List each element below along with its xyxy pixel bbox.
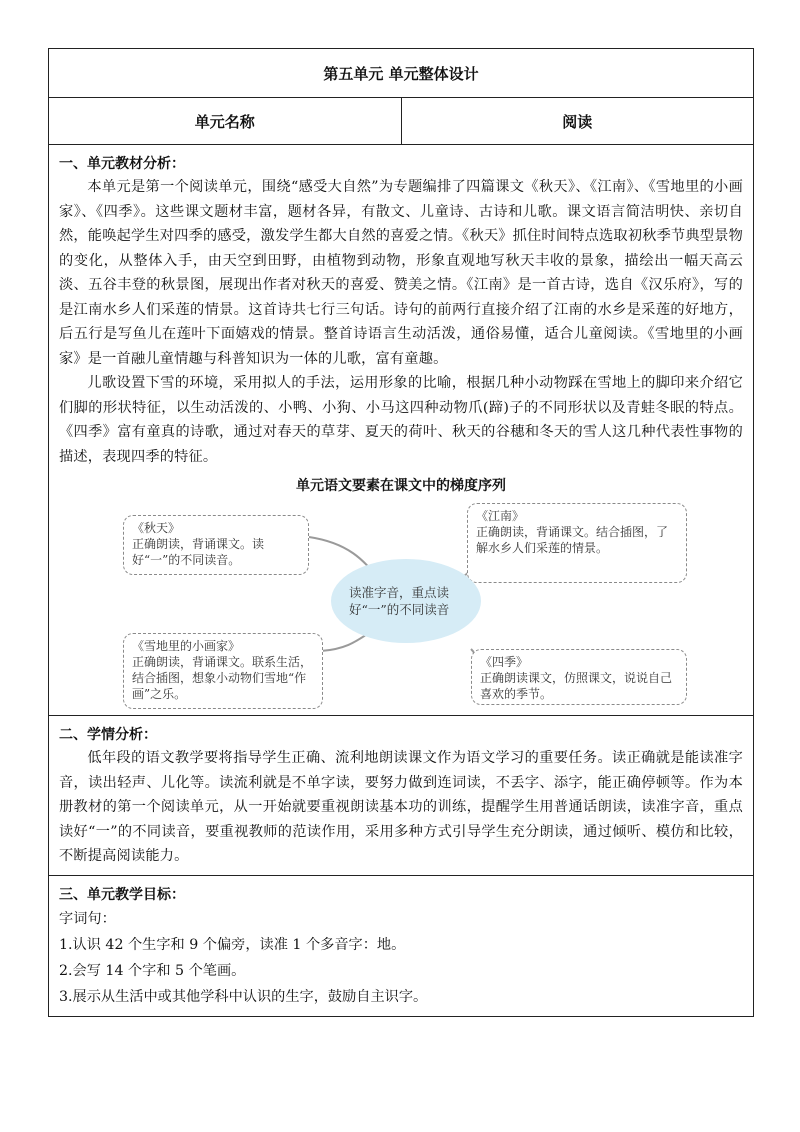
- section-heading: 三、单元教学目标：: [59, 886, 185, 903]
- document-title: 第五单元 单元整体设计: [49, 49, 753, 98]
- lesson-box-jiangnan: [467, 503, 687, 583]
- goal-line: 字词句：: [59, 910, 116, 927]
- unit-name-row: [49, 98, 753, 145]
- paragraph: 儿歌设置下雪的环境，采用拟人的手法，运用形象的比喻，根据几种小动物踩在雪地上的脚印来介绍它们脚的形状特征，以生动活泼的、小鸭、小狗、小马这四种动物爪(蹄)子的不同形状以及青蛙冬眠的特点。《四季》富有童真的诗歌，通过对春天的草芽、夏天的荷叶、秋天的谷穗和冬天的雪人这几种代表性事物的描述，表现四季的特征。: [59, 375, 743, 465]
- diagram-center-node: 读准字音，重点读好“一”的不同读音: [331, 559, 481, 643]
- lesson-title: 《江南》: [476, 509, 525, 523]
- section-heading: 二、学情分析：: [59, 727, 157, 743]
- goal-line: 2.会写 14 个字和 5 个笔画。: [59, 962, 246, 979]
- document-table: [48, 48, 754, 1017]
- lesson-text: 正确朗读，背诵课文。联系生活，结合插图，想象小动物们雪地“作画”之乐。: [132, 655, 313, 701]
- lesson-box-snow-painter: [123, 633, 323, 709]
- section-material-analysis: [49, 145, 753, 716]
- lesson-title: 《雪地里的小画家》: [132, 639, 241, 653]
- lesson-text: 正确朗读，背诵课文。结合插图，了解水乡人们采莲的情景。: [476, 525, 669, 555]
- lesson-text: 正确朗读，背诵课文。读好“一”的不同读音。: [132, 537, 265, 567]
- section-teaching-goals: [49, 876, 753, 1016]
- lesson-text: 正确朗读课文，仿照课文，说说自己喜欢的季节。: [480, 671, 673, 701]
- lesson-title: 《四季》: [480, 655, 529, 669]
- lesson-box-four-seasons: [471, 649, 687, 705]
- goal-line: 3.展示从生活中或其他学科中认识的生字，鼓励自主识字。: [59, 988, 428, 1005]
- unit-name-label: 单元名称: [49, 98, 402, 144]
- paragraph: 本单元是第一个阅读单元，围绕“感受大自然”为专题编排了四篇课文《秋天》、《江南》、《雪地里的小画家》、《四季》。这些课文题材丰富，题材各异，有散文、儿童诗、古诗和儿歌。课文语言简洁明快、亲切自然，能唤起学生对四季的感受，激发学生都大自然的喜爱之情。《秋天》抓住时间特点选取初秋季节典型景物的变化，从整体入手，由天空到田野，由植物到动物，形象直观地写秋天丰收的景象，描绘出一幅天高云淡、五谷丰登的秋景图，展现出作者对秋天的喜爱、赞美之情。《江南》是一首古诗，选自《汉乐府》，写的是江南水乡人们采莲的情景。这首诗共七行三句话。诗句的前两行直接介绍了江南的水乡是采莲的好地方，后五行是写鱼儿在莲叶下面嬉戏的情景。整首诗语言生动活泼，通俗易懂，适合儿童阅读。《雪地里的小画家》是一首融儿童情趣与科普知识为一体的儿歌，富有童趣。: [59, 179, 743, 367]
- section-learner-analysis: [49, 716, 753, 876]
- unit-name-value: 阅读: [562, 112, 593, 131]
- mind-map-diagram: [59, 499, 743, 709]
- lesson-title: 《秋天》: [132, 521, 181, 535]
- lesson-box-autumn: [123, 515, 309, 575]
- diagram-title: 单元语文要素在课文中的梯度序列: [296, 478, 506, 494]
- goal-line: 1.认识 42 个生字和 9 个偏旁，读准 1 个多音字：地。: [59, 936, 406, 953]
- paragraph: 低年段的语文教学要将指导学生正确、流利地朗读课文作为语文学习的重要任务。读正确就是能读准字音，读出轻声、儿化等。读流利就是不单字读，要努力做到连词读，不丢字、添字，能正确停顿等。作为本册教材的第一个阅读单元，从一开始就要重视朗读基本功的训练，提醒学生用普通话朗读，读准字音，重点读好“一”的不同读音，要重视教师的范读作用，采用多种方式引导学生充分朗读，通过倾听、模仿和比较，不断提高阅读能力。: [59, 750, 743, 864]
- section-heading: 一、单元教材分析：: [59, 156, 185, 172]
